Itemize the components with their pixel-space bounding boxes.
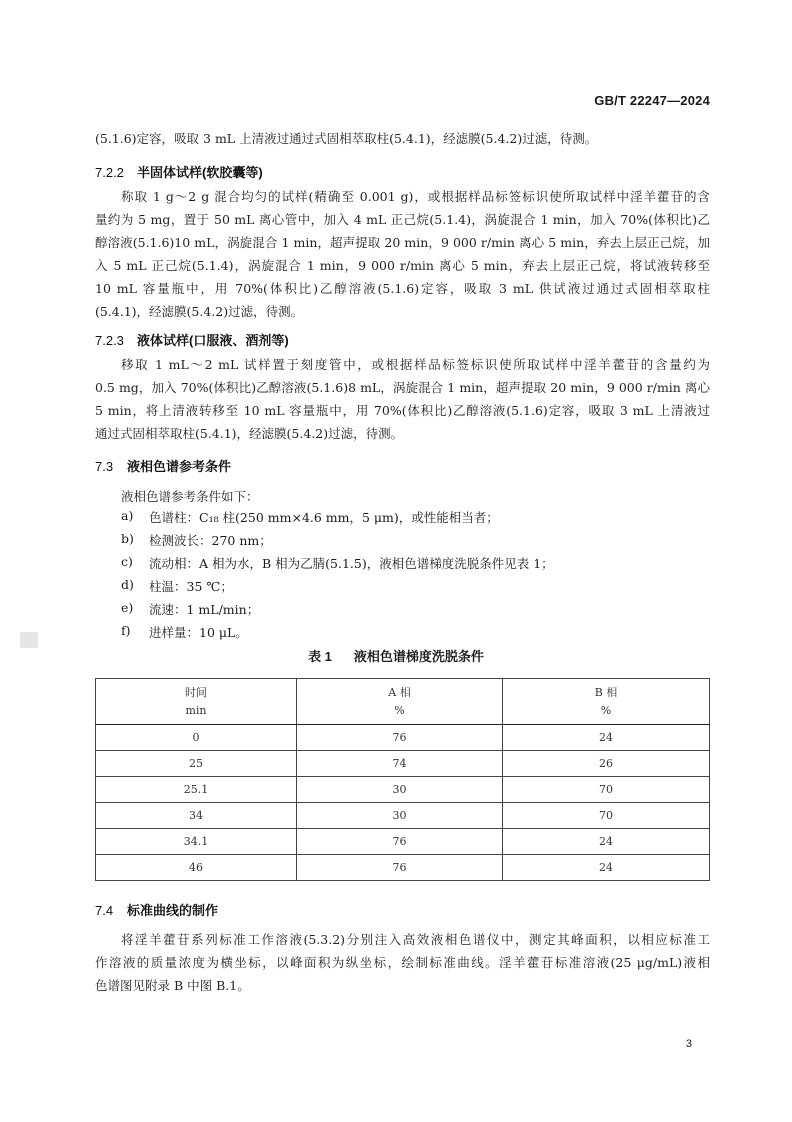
header-unit: min — [185, 703, 207, 717]
table-cell: 34 — [96, 803, 297, 829]
list-text: 色谱柱：C₁₈ 柱(250 mm×4.6 mm，5 μm)，或性能相当者； — [149, 510, 499, 525]
table-cell: 24 — [503, 855, 710, 881]
table-cell: 0 — [96, 725, 297, 751]
table-cell: 46 — [96, 855, 297, 881]
paragraph-line: 0.5 mg，加入 70%(体积比)乙醇溶液(5.1.6)8 mL，涡旋混合 1 min，超声提取 20 min，9 000 r/min 离心 — [95, 380, 710, 395]
list-label: d) — [121, 577, 134, 592]
table-row — [96, 803, 710, 829]
page-number: 3 — [685, 1038, 692, 1050]
table-caption-number: 表 1 — [308, 649, 332, 664]
table-cell: 24 — [503, 725, 710, 751]
table-cell: 70 — [503, 777, 710, 803]
table-cell: 70 — [503, 803, 710, 829]
table-row — [96, 751, 710, 777]
list-label: e) — [121, 600, 134, 615]
gradient-table — [95, 678, 710, 881]
paragraph-line: 通过式固相萃取柱(5.4.1)，经滤膜(5.4.2)过滤，待测。 — [95, 426, 404, 441]
table-header-row — [96, 679, 710, 725]
section-number: 7.3 — [95, 459, 114, 474]
section-number: 7.2.3 — [95, 333, 124, 348]
paragraph-line: (5.4.1)，经滤膜(5.4.2)过滤，待测。 — [95, 304, 304, 319]
table-cell: 30 — [297, 803, 503, 829]
standard-number: GB/T 22247—2024 — [594, 93, 710, 108]
section-title: 液相色谱参考条件 — [127, 459, 232, 474]
header-name: 时间 — [185, 685, 207, 699]
paragraph-line: 称取 1 g～2 g 混合均匀的试样(精确至 0.001 g)，或根据样品标签标识使所取试样中淫羊藿苷的含 — [121, 189, 710, 204]
list-label: c) — [121, 554, 133, 569]
table-row — [96, 829, 710, 855]
section-title: 半固体试样(软胶囊等) — [137, 165, 263, 180]
list-item — [121, 531, 681, 551]
table-caption-title: 液相色谱梯度洗脱条件 — [353, 649, 484, 664]
intro-paragraph: (5.1.6)定容，吸取 3 mL 上清液过通过式固相萃取柱(5.4.1)，经滤膜(5.4.2)过滤，待测。 — [95, 131, 598, 146]
table-cell: 26 — [503, 751, 710, 777]
paragraph-7-2-3 — [95, 353, 710, 445]
paragraph-line: 作溶液的质量浓度为横坐标，以峰面积为纵坐标，绘制标准曲线。淫羊藿苷标准溶液(25 μg/mL)液相 — [95, 955, 710, 970]
table-cell: 76 — [297, 829, 503, 855]
header-name: B 相 — [594, 685, 618, 699]
table-header-cell — [503, 679, 710, 725]
heading-7-4 — [95, 900, 218, 919]
section-number: 7.2.2 — [95, 165, 124, 180]
list-text: 进样量：10 μL。 — [149, 625, 248, 640]
table-cell: 30 — [297, 777, 503, 803]
heading-7-2-3 — [95, 330, 289, 349]
list-text: 流动相：A 相为水，B 相为乙腈(5.1.5)，液相色谱梯度洗脱条件见表 1； — [149, 556, 554, 571]
heading-7-3 — [95, 456, 231, 475]
table-header-cell — [96, 679, 297, 725]
section-title: 标准曲线的制作 — [127, 903, 219, 918]
list-item — [121, 600, 681, 620]
list-label: a) — [121, 508, 134, 523]
list-text: 流速：1 mL/min； — [149, 602, 260, 617]
table-cell: 24 — [503, 829, 710, 855]
paragraph-line: 5 min，将上清液转移至 10 mL 容量瓶中，用 70%(体积比)乙醇溶液(5.1.6)定容，吸取 3 mL 上清液过 — [95, 403, 710, 418]
section-title: 液体试样(口服液、酒剂等) — [137, 333, 289, 348]
table-header-cell — [297, 679, 503, 725]
list-item — [121, 508, 681, 528]
table-cell: 76 — [297, 725, 503, 751]
list-item — [121, 577, 681, 597]
conditions-intro: 液相色谱参考条件如下： — [121, 489, 259, 504]
list-item — [121, 554, 681, 574]
table-row — [96, 777, 710, 803]
heading-7-2-2 — [95, 162, 263, 181]
paragraph-7-2-2 — [95, 185, 710, 323]
header-unit: % — [600, 703, 612, 717]
paragraph-line: 10 mL 容量瓶中，用 70%(体积比)乙醇溶液(5.1.6)定容，吸取 3 mL 供试液过通过式固相萃取柱 — [95, 281, 710, 296]
list-label: b) — [121, 531, 134, 546]
table-cell: 74 — [297, 751, 503, 777]
table-cell: 34.1 — [96, 829, 297, 855]
table-cell: 25 — [96, 751, 297, 777]
paragraph-line: 醇溶液(5.1.6)10 mL，涡旋混合 1 min，超声提取 20 min，9 000 r/min 离心 5 min，弃去上层正己烷，加 — [95, 235, 710, 250]
table-caption — [0, 646, 792, 665]
table-row — [96, 855, 710, 881]
header-name: A 相 — [388, 685, 411, 699]
paragraph-line: 量约为 5 mg，置于 50 mL 离心管中，加入 4 mL 正己烷(5.1.4)，涡旋混合 1 min，加入 70%(体积比)乙 — [95, 212, 710, 227]
paragraph-line: 移取 1 mL～2 mL 试样置于刻度管中，或根据样品标签标识使所取试样中淫羊藿苷的含量约为 — [121, 357, 710, 372]
header-unit: % — [394, 703, 405, 717]
paragraph-line: 入 5 mL 正己烷(5.1.4)，涡旋混合 1 min，9 000 r/min 离心 5 min，弃去上层正己烷，将试液转移至 — [95, 258, 710, 273]
paragraph-7-4 — [95, 928, 710, 997]
list-item — [121, 623, 681, 643]
list-text: 检测波长：270 nm； — [149, 533, 272, 548]
list-label: f) — [121, 623, 131, 638]
table-cell: 76 — [297, 855, 503, 881]
paragraph-line: 将淫羊藿苷系列标准工作溶液(5.3.2)分别注入高效液相色谱仪中，测定其峰面积，以相应标准工 — [121, 932, 710, 947]
table-cell: 25.1 — [96, 777, 297, 803]
section-number: 7.4 — [95, 903, 114, 918]
paragraph-line: 色谱图见附录 B 中图 B.1。 — [95, 978, 250, 993]
table-row — [96, 725, 710, 751]
list-text: 柱温：35 ℃； — [149, 579, 233, 594]
